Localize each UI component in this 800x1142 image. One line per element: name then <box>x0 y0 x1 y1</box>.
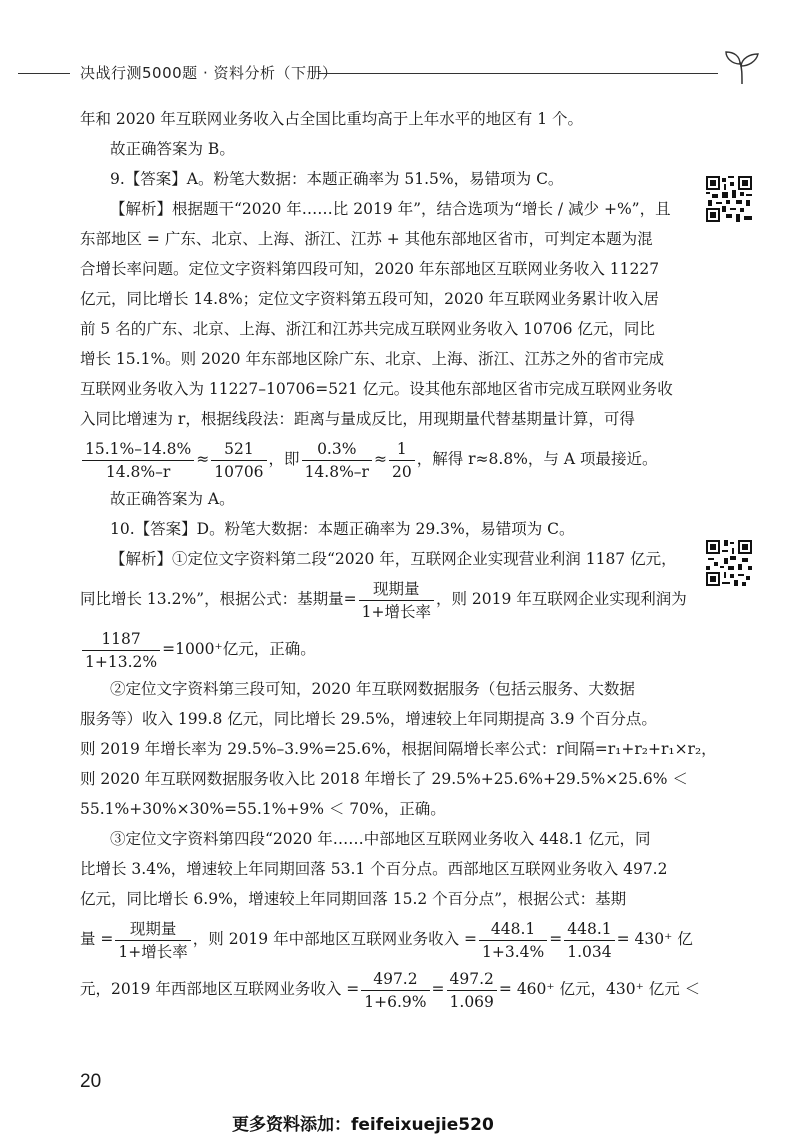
q9-analysis-line: 互联网业务收入为 11227–10706=521 亿元。设其他东部地区省市完成互联网业务收 <box>80 380 673 398</box>
q10-formula-line: 量 = $\frac{\text{现期量}}{\text{1+增长率}}$ ，则 2019 年中部地区互联网业务收入 = $\frac{448.1}{1+3.4\%}$ = $\frac{448.1}{1.034}$ = 430⁺ 亿 <box>80 919 693 961</box>
fraction: $\frac{\text{现期量}}{\text{1+增长率}}$ <box>115 918 190 963</box>
book-title: 决战行测5000题 · 资料分析（下册） <box>80 64 338 82</box>
q10-formula-line: 同比增长 13.2%”，根据公式：基期量= $\frac{\text{现期量}}{\text{1+增长率}}$ ，则 2019 年互联网企业实现利润为 <box>80 579 687 621</box>
q9-analysis-line: 入同比增速为 r，根据线段法：距离与量成反比，用现期量代替基期量计算，可得 <box>80 410 635 428</box>
fraction: $\frac{497.2}{1+6.9\%}$ <box>361 968 429 1013</box>
q9-analysis-line: 前 5 名的广东、北京、上海、浙江和江苏共完成互联网业务收入 10706 亿元，同比 <box>80 320 655 338</box>
fraction: $\frac{15.1\%-14.8\%}{14.8\%-r}$ <box>82 438 194 483</box>
q10-analysis-line: ②定位文字资料第三段可知，2020 年互联网数据服务（包括云服务、大数据 <box>110 680 635 698</box>
answer-conclusion: 故正确答案为 B。 <box>110 140 235 158</box>
q9-analysis-line: 东部地区 = 广东、北京、上海、浙江、江苏 + 其他东部地区省市，可判定本题为混 <box>80 230 653 248</box>
q9-answer-line: 9.【答案】A。粉笔大数据：本题正确率为 51.5%，易错项为 C。 <box>110 170 564 188</box>
answer-conclusion: 故正确答案为 A。 <box>110 490 235 508</box>
fraction: $\frac{0.3\%}{14.8\%-r}$ <box>302 438 372 483</box>
q10-analysis-line: 亿元，同比增长 6.9%，增速较上年同期回落 15.2 个百分点”，根据公式：基期 <box>80 890 627 908</box>
fraction: $\frac{\text{现期量}}{\text{1+增长率}}$ <box>359 578 434 623</box>
fraction: $\frac{448.1}{1.034}$ <box>564 918 614 963</box>
running-header <box>0 60 800 88</box>
q9-analysis-line: 增长 15.1%。则 2020 年东部地区除广东、北京、上海、浙江、江苏之外的省市完成 <box>80 350 664 368</box>
fraction: $\frac{448.1}{1+3.4\%}$ <box>479 918 547 963</box>
q10-answer-line: 10.【答案】D。粉笔大数据：本题正确率为 29.3%，易错项为 C。 <box>110 520 575 538</box>
q10-analysis-line: 【解析】①定位文字资料第二段“2020 年，互联网企业实现营业利润 1187 亿元， <box>110 550 677 568</box>
q9-formula-line: $\frac{15.1\%-14.8\%}{14.8\%-r}$ ≈ $\frac{521}{10706}$ ，即 $\frac{0.3\%}{14.8\%-r}$ ≈ $\frac{1}{20}$ ，解得 r≈8.8%，与 A 项最接近。 <box>80 434 720 484</box>
q10-analysis-line: 则 2020 年互联网数据服务收入比 2018 年增长了 29.5%+25.6%+29.5%×25.6% ＜ <box>80 770 688 788</box>
q9-analysis-line: 亿元，同比增长 14.8%；定位文字资料第五段可知，2020 年互联网业务累计收入居 <box>80 290 660 308</box>
page-number: 20 <box>80 1071 102 1092</box>
q10-analysis-line: 比增长 3.4%，增速较上年同期回落 53.1 个百分点。西部地区互联网业务收入 497.2 <box>80 860 668 878</box>
q10-analysis-line: 则 2019 年增长率为 29.5%–3.9%=25.6%，根据间隔增长率公式：r间隔=r₁+r₂+r₁×r₂， <box>80 740 717 758</box>
q9-analysis-line: 【解析】根据题干“2020 年……比 2019 年”，结合选项为“增长 / 减少 +%”，且 <box>110 200 671 218</box>
header-rule-left <box>18 73 70 74</box>
fraction: $\frac{521}{10706}$ <box>211 438 266 483</box>
q10-formula-line: 元，2019 年西部地区互联网业务收入 = $\frac{497.2}{1+6.9\%}$ = $\frac{497.2}{1.069}$ = 460⁺ 亿元，430⁺ 亿元 ＜ <box>80 969 701 1011</box>
sprout-icon <box>722 50 762 86</box>
fraction: $\frac{497.2}{1.069}$ <box>447 968 497 1013</box>
q10-analysis-line: 55.1%+30%×30%=55.1%+9% ＜ 70%，正确。 <box>80 800 446 818</box>
header-rule-right <box>318 73 718 74</box>
q10-analysis-line: ③定位文字资料第四段“2020 年……中部地区互联网业务收入 448.1 亿元，同 <box>110 830 651 848</box>
text-line: 年和 2020 年互联网业务收入占全国比重均高于上年水平的地区有 1 个。 <box>80 110 584 128</box>
fraction: $\frac{1}{20}$ <box>389 438 415 483</box>
q10-formula-line: $\frac{1187}{1+13.2\%}$ =1000⁺亿元，正确。 <box>80 624 720 674</box>
footer-note: 更多资料添加：feifeixuejie520 <box>232 1115 494 1135</box>
q10-analysis-line: 服务等）收入 199.8 亿元，同比增长 29.5%，增速较上年同期提高 3.9 个百分点。 <box>80 710 657 728</box>
fraction: $\frac{1187}{1+13.2\%}$ <box>82 628 160 673</box>
page-body <box>80 104 720 1014</box>
q9-analysis-line: 合增长率问题。定位文字资料第四段可知，2020 年东部地区互联网业务收入 11227 <box>80 260 660 278</box>
